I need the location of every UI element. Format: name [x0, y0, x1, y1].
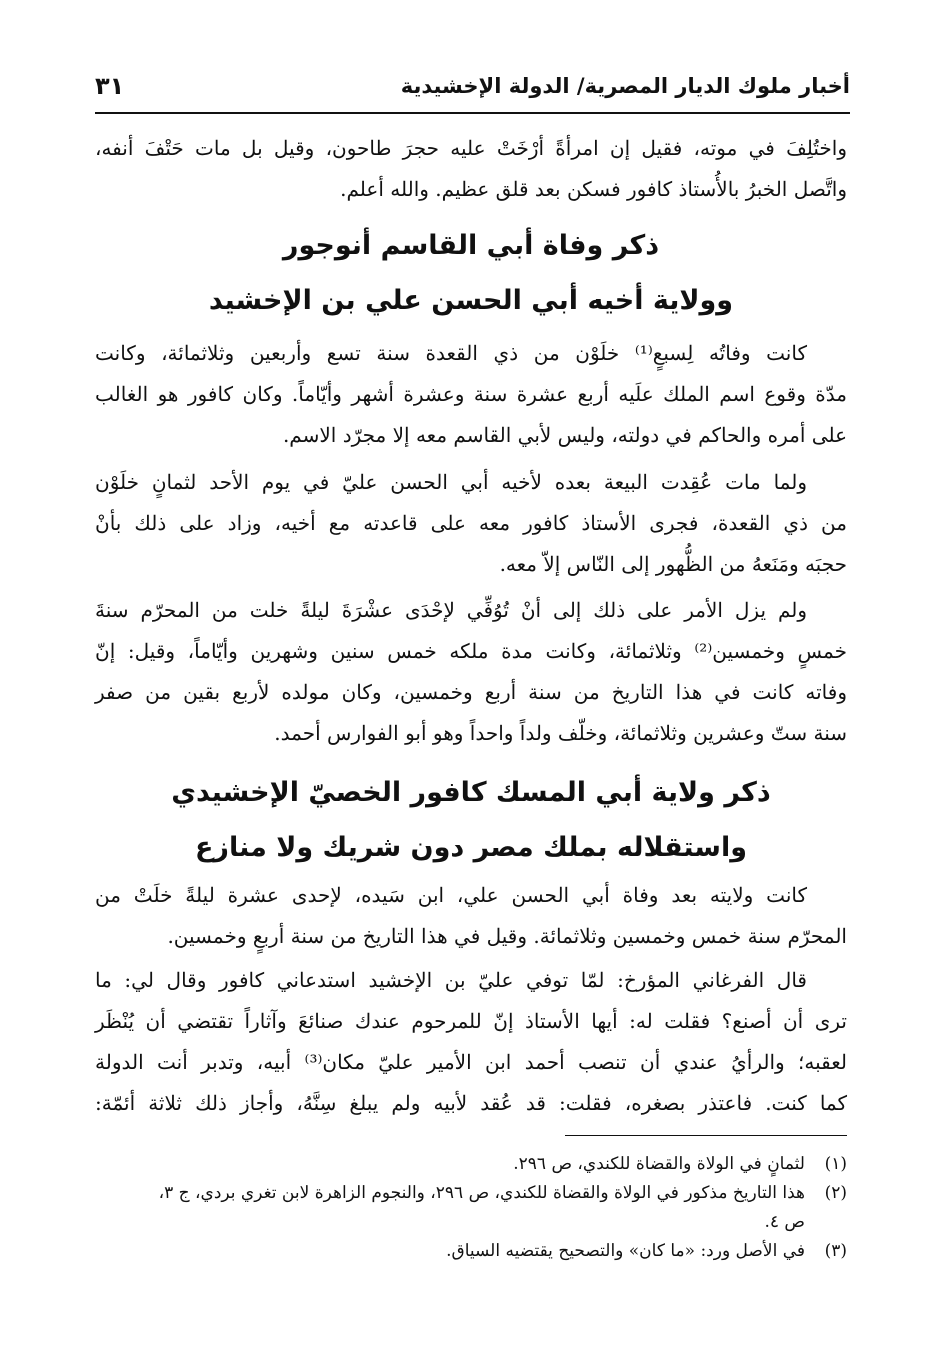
paragraph [95, 960, 847, 1124]
footnote-text-line: ص ٤. [764, 1212, 805, 1232]
running-header [95, 68, 850, 114]
heading-line: وولاية أخيه أبي الحسن علي بن الإخشيد [208, 285, 734, 316]
text-line: واختُلِفَ في موته، فقيل إن امرأةً أرْخَتْ عليه حجرَ طاحون، وقيل بل مات حَتْفَ أنفه، [95, 136, 847, 160]
paragraph [95, 590, 847, 754]
header-title: أخبار ملوك الديار المصرية/ الدولة الإخشيدية [400, 74, 850, 98]
text-line: على أمره والحاكم في دولته، وليس لأبي القاسم معه إلا مجرّد الاسم. [282, 423, 847, 447]
text-line: ولما مات عُقِدت البيعة بعده لأخيه أبي الحسن عليّ في يوم الأحد لثمانٍ خلَوْن [95, 470, 807, 494]
text-line: المحرّم سنة خمس وخمسين وثلاثمائة. وقيل في هذا التاريخ من سنة أربعٍ وخمسين. [167, 924, 847, 948]
footnote-number: (١) [824, 1154, 847, 1174]
footnote [95, 1237, 847, 1266]
paragraph [95, 333, 847, 456]
text-line: وفاته كانت في هذا التاريخ من سنة أربع وخمسين، وكان مولده لأربع بقين من صفر [95, 680, 847, 704]
text-line: سنة ستّ وعشرين وثلاثمائة، وخلّف ولداً واحداً وهو أبو الفوارس أحمد. [274, 721, 847, 745]
footnote [95, 1179, 847, 1237]
text-line: كانت ولايته بعد وفاة أبي الحسن علي، ابن سَيده، لإحدى عشرة ليلةً خلَتْ من [95, 883, 807, 907]
footnote [95, 1150, 847, 1179]
footnote-text: لثمانٍ في الولاة والقضاة للكندي، ص ٢٩٦. [513, 1154, 805, 1174]
footnote-divider [565, 1135, 847, 1136]
footnote-number: (٣) [824, 1241, 847, 1261]
footnote-number: (٢) [824, 1183, 847, 1203]
heading-line: واستقلاله بملك مصر دون شريك ولا منازع [194, 832, 748, 863]
heading-line: ذكر وفاة أبي القاسم أنوجور [282, 230, 660, 261]
text-line: كانت وفاتُه لِسبعٍ⁽¹⁾ خلَوْن من ذي القعدة سنة تسع وأربعين وثلاثمائة، وكانت [95, 341, 807, 365]
footnote-text: في الأصل ورد: «ما كان» والتصحيح يقتضيه السياق. [446, 1241, 805, 1261]
text-line: خمسٍ وخمسين⁽²⁾ وثلاثمائة، وكانت مدة ملكه خمس سنين وشهرين وأيّاماً، وقيل: إنّ [95, 639, 847, 663]
text-line: لعقبه؛ والرأيُ عندي أن تنصب أحمد ابن الأمير عليّ مكان⁽³⁾ أبيه، وتدبر أنت الدولة [95, 1050, 848, 1074]
footnote-text-line: هذا التاريخ مذكور في الولاة والقضاة للكندي، ص ٢٩٦، والنجوم الزاهرة لابن تغري بردي، ج ٣، [158, 1183, 805, 1203]
section-heading [95, 218, 847, 328]
text-line: قال الفرغاني المؤرخ: لمّا توفي عليّ بن الإخشيد استدعاني كافور وقال لي: ما [95, 968, 807, 992]
text-line: واتَّصل الخبرُ بالأُستاذ كافور فسكن بعد قلق عظيم. والله أعلم. [340, 177, 847, 201]
text-line: كما كنت. فاعتذر بصغره، فقلت: قد عُقد لأبيه ولم يبلغ سِنَّهُ، وأجاز ذلك ثلاثة أئمّة: [95, 1091, 847, 1115]
text-line: من ذي القعدة، فجرى الأستاذ كافور معه على قاعدته مع أخيه، وزاد على ذلك بأنْ [95, 511, 847, 535]
text-line: ولم يزل الأمر على ذلك إلى أنْ تُوُفِّي لإحْدَى عشْرَةَ ليلةً خلت من المحرّم سنةَ [95, 598, 807, 622]
paragraph [95, 875, 847, 957]
section-heading [95, 765, 847, 875]
footnote-text [95, 1179, 805, 1237]
intro-paragraph [95, 128, 847, 210]
paragraph [95, 462, 847, 585]
text-line: حجبَه ومَنَعهُ من الظُّهور إلى النّاس إلاّ معه. [499, 552, 847, 576]
page-number: ٣١ [95, 72, 125, 100]
footnotes [95, 1150, 847, 1266]
text-line: مدّة وقوع اسم الملك علَيه أربع عشرة سنة وعشرة أشهر وأيّاماً. وكان كافور هو الغالب [95, 382, 847, 406]
text-line: ترى أن أصنع؟ فقلت له: أيها الأستاذ إنّ للمرحوم عندك صنائعَ وآثاراً تقتضي أن يُنْظَر [95, 1009, 847, 1033]
heading-line: ذكر ولاية أبي المسك كافور الخصيّ الإخشيدي [171, 777, 771, 808]
